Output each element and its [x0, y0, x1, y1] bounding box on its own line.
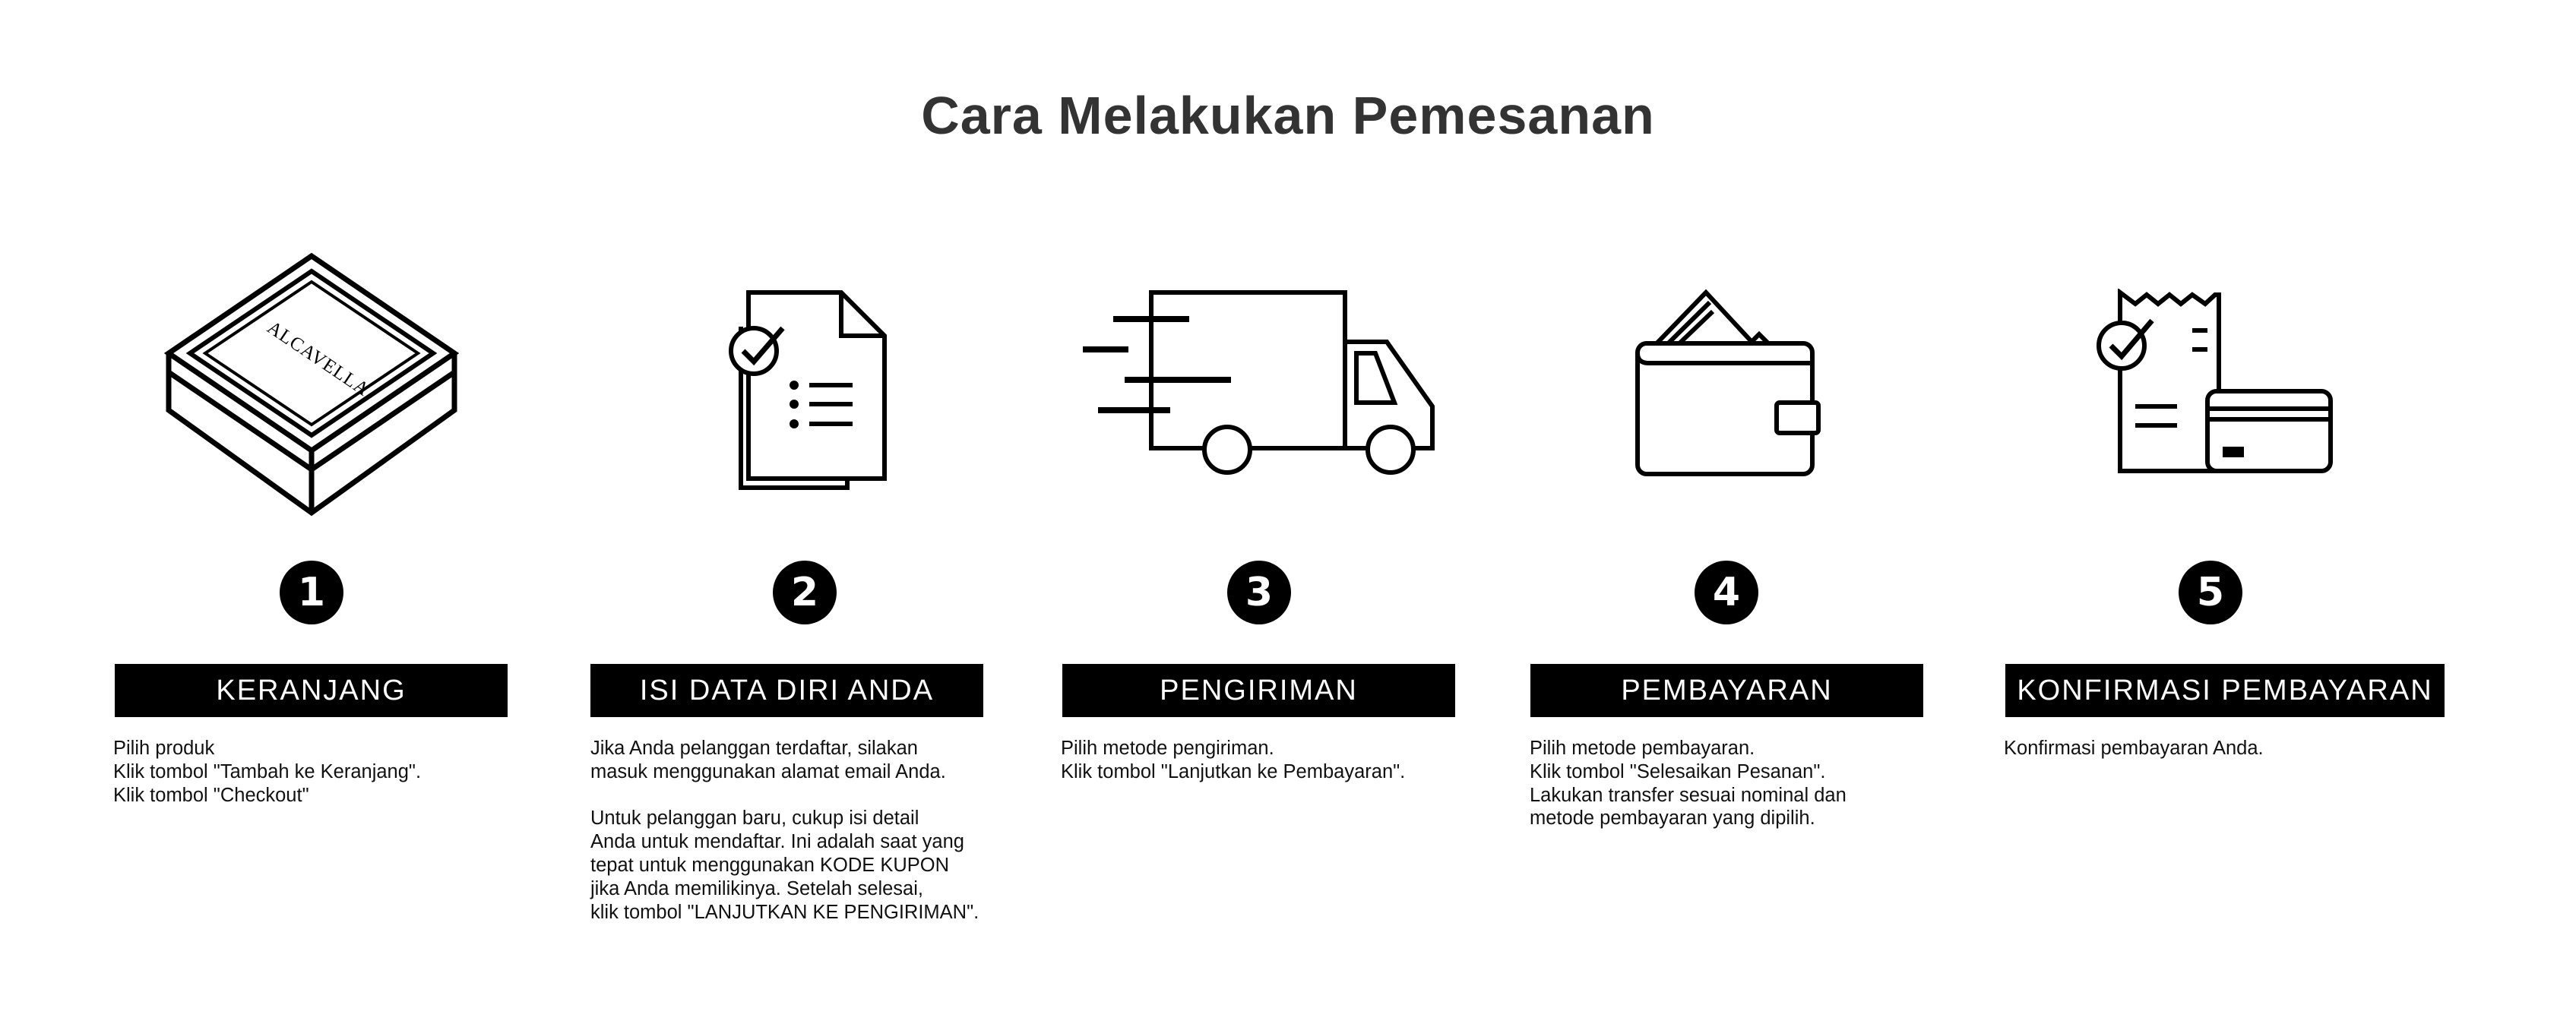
- box-brand-text: ALCAVELLA: [263, 317, 373, 401]
- step-number-3: 3: [1227, 561, 1291, 624]
- step-number-4: 4: [1695, 561, 1758, 624]
- step-description-2: Jika Anda pelanggan terdaftar, silakan masuk menggunakan alamat email Anda. Untuk pelanggan baru, cukup isi detail Anda untuk mendaftar. Ini adalah saat yang tepat untuk menggunakan KODE KUPON jika Anda memilikinya. Setelah selesai, klik tombol "LANJUTKAN KE PENGIRIMAN".: [590, 738, 979, 923]
- step-description-1: Pilih produk Klik tombol "Tambah ke Keranjang". Klik tombol "Checkout": [113, 738, 422, 806]
- page-title: Cara Melakukan Pemesanan: [921, 86, 1655, 145]
- delivery-truck-icon: [1083, 289, 1440, 479]
- checked-document-icon: [722, 289, 889, 490]
- step-description-3: Pilih metode pengiriman. Klik tombol "Lanjutkan ke Pembayaran".: [1061, 738, 1406, 782]
- step-description-4: Pilih metode pembayaran. Klik tombol "Selesaikan Pesanan". Lakukan transfer sesuai nominal dan metode pembayaran yang dipilih.: [1530, 738, 1847, 830]
- step-label-pembayaran: PEMBAYARAN: [1530, 664, 1923, 717]
- wallet-icon: [1634, 289, 1824, 479]
- step-number-1: 1: [280, 561, 343, 624]
- step-label-konfirmasi: KONFIRMASI PEMBAYARAN: [2005, 664, 2445, 717]
- step-label-pengiriman: PENGIRIMAN: [1062, 664, 1455, 717]
- step-number-5: 5: [2179, 561, 2242, 624]
- receipt-card-icon: [2090, 289, 2337, 479]
- gift-box-icon: [163, 247, 460, 520]
- step-label-isi-data: ISI DATA DIRI ANDA: [590, 664, 983, 717]
- step-label-keranjang: KERANJANG: [115, 664, 508, 717]
- step-description-5: Konfirmasi pembayaran Anda.: [2004, 738, 2264, 759]
- step-number-2: 2: [773, 561, 837, 624]
